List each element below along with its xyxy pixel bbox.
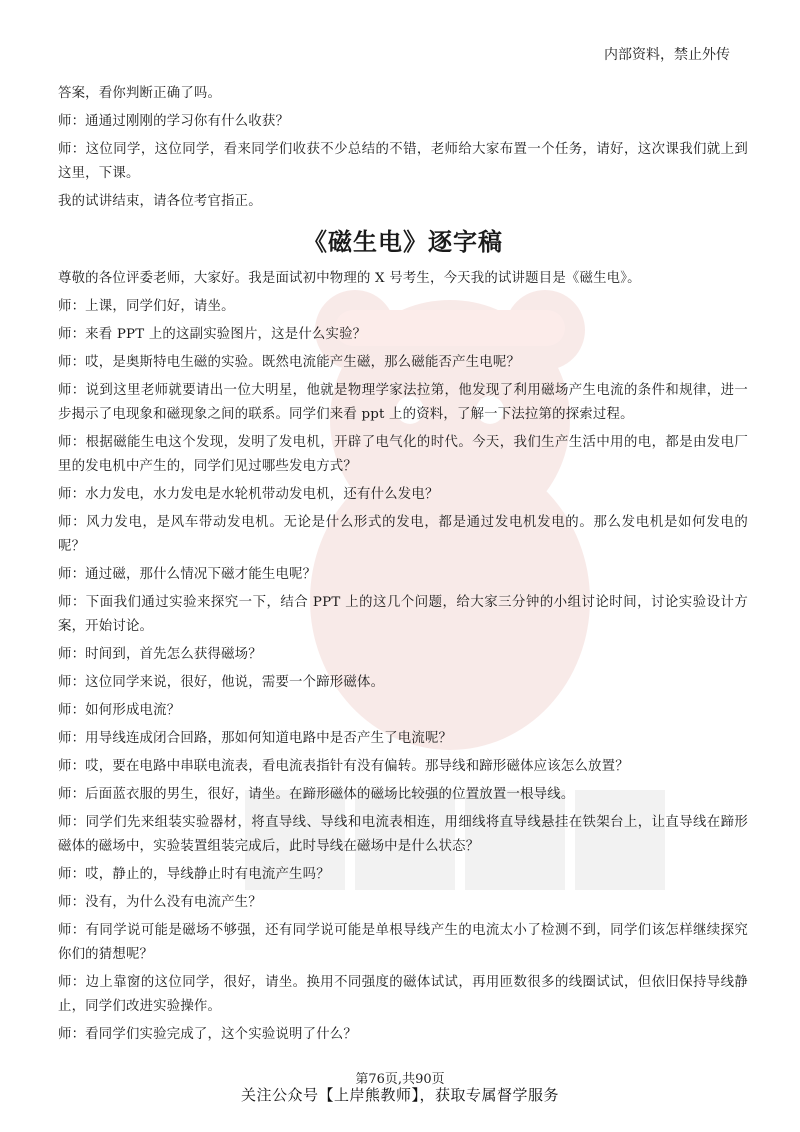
body-paragraph: 师：通过磁，那什么情况下磁才能生电呢？ [58,567,317,582]
body-paragraph: 师：边上靠窗的这位同学，很好，请坐。换用不同强度的磁体试试，再用匝数很多的线圈试试，但依旧保持导线静止，同学们改进实验操作。 [58,975,748,1014]
document-body [58,82,748,1051]
intro-paragraph: 师：通通过刚刚的学习你有什么收获？ [58,114,290,129]
body-paragraph: 师：下面我们通过实验来探究一下，结合 PPT 上的这几个问题，给大家三分钟的小组讨论时间，讨论实验设计方案，开始讨论。 [58,595,748,634]
body-paragraph: 师：说到这里老师就要请出一位大明星，他就是物理学家法拉第，他发现了利用磁场产生电流的条件和规律，进一步揭示了电现象和磁现象之间的联系。同学们来看 ppt 上的资料，了解一下法拉第的探索过程。 [58,383,748,422]
body-paragraph: 师：上课，同学们好，请坐。 [58,299,235,314]
body-paragraph: 师：同学们先来组装实验器材，将直导线、导线和电流表相连，用细线将直导线悬挂在铁架台上，让直导线在蹄形磁体的磁场中，实验装置组装完成后，此时导线在磁场中是什么状态？ [58,815,748,854]
body-paragraph: 师：用导线连成闭合回路，那如何知道电路中是否产生了电流呢？ [58,731,453,746]
body-paragraph: 师：没有，为什么没有电流产生？ [58,895,262,910]
body-paragraph: 师：这位同学来说，很好，他说，需要一个蹄形磁体。 [58,675,385,690]
body-paragraph: 师：风力发电，是风车带动发电机。无论是什么形式的发电，都是通过发电机发电的。那么发电机是如何发电的呢？ [58,515,748,554]
body-paragraph: 师：看同学们实验完成了，这个实验说明了什么？ [58,1027,357,1042]
intro-paragraph: 答案，看你判断正确了吗。 [58,86,222,101]
body-paragraph: 师：哎，是奥斯特电生磁的实验。既然电流能产生磁，那么磁能否产生电呢？ [58,355,521,370]
intro-paragraph: 师：这位同学，这位同学，看来同学们收获不少总结的不错，老师给大家布置一个任务，请好，这次课我们就上到这里，下课。 [58,142,748,181]
body-paragraph: 师：来看 PPT 上的这副实验图片，这是什么实验？ [58,327,367,342]
intro-paragraph: 我的试讲结束，请各位考官指正。 [58,194,262,209]
body-paragraph: 师：后面蓝衣服的男生，很好，请坐。在蹄形磁体的磁场比较强的位置放置一根导线。 [58,787,575,802]
body-paragraph: 师：哎，静止的，导线静止时有电流产生吗？ [58,867,330,882]
body-paragraph: 师：时间到，首先怎么获得磁场？ [58,647,262,662]
body-paragraph: 师：水力发电，水力发电是水轮机带动发电机，还有什么发电？ [58,487,439,502]
body-paragraph: 师：哎，要在电路中串联电流表，看电流表指针有没有偏转。那导线和蹄形磁体应该怎么放置？ [58,759,629,774]
page-number: 第76页,共90页 [355,1072,445,1087]
body-paragraph: 尊敬的各位评委老师，大家好。我是面试初中物理的 X 号考生，今天我的试讲题目是《磁生电》。 [58,271,641,286]
document-title: 《磁生电》逐字稿 [303,228,503,256]
body-paragraph: 师：根据磁能生电这个发现，发明了发电机，开辟了电气化的时代。今天，我们生产生活中用的电，都是由发电厂里的发电机中产生的，同学们见过哪些发电方式？ [58,435,748,474]
body-paragraph: 师：如何形成电流？ [58,703,181,718]
confidential-note: 内部资料，禁止外传 [604,47,730,63]
body-paragraph: 师：有同学说可能是磁场不够强，还有同学说可能是单根导线产生的电流太小了检测不到，同学们该怎样继续探究你们的猜想呢？ [58,923,748,962]
footer-promo: 关注公众号【上岸熊教师】，获取专属督学服务 [240,1086,559,1104]
